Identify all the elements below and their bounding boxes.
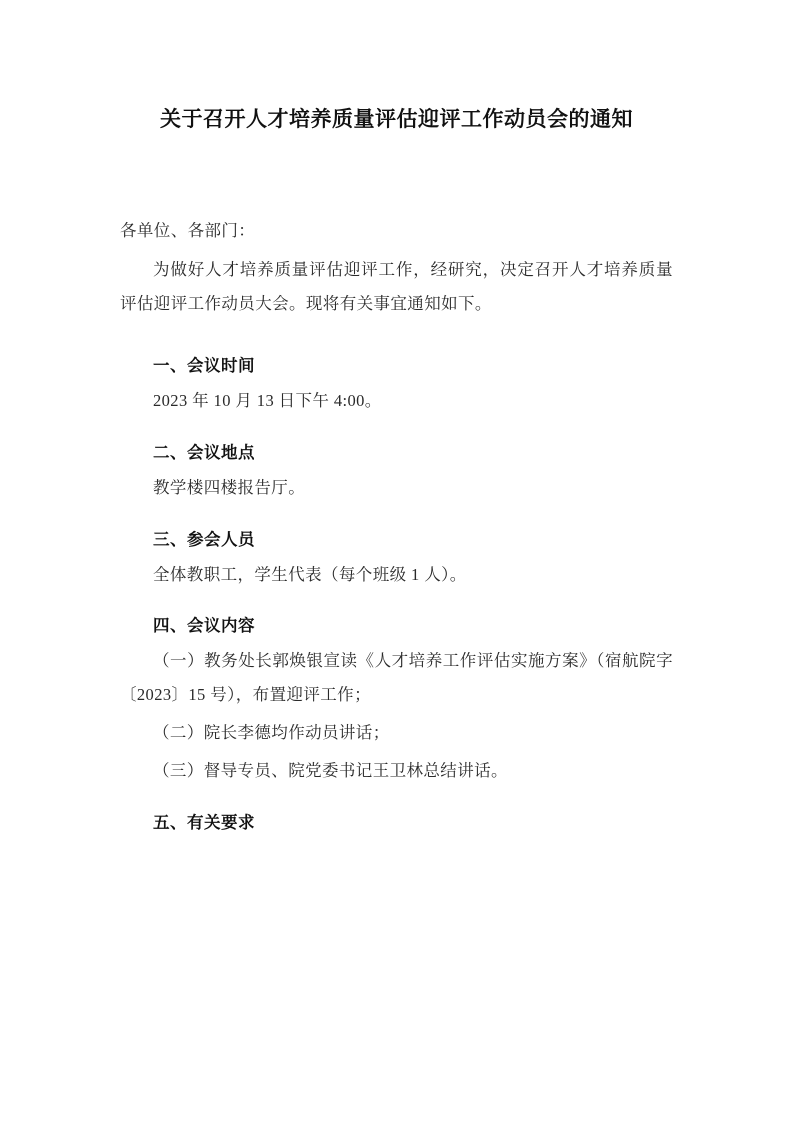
salutation: 各单位、各部门： — [120, 220, 256, 240]
section-2-paragraph-1: 教学楼四楼报告厅。 — [153, 477, 306, 497]
section-4-paragraph-1: （一）教务处长郭焕银宣读《人才培养工作评估实施方案》（宿航院字〔2023〕15 号），布置迎评工作； — [120, 651, 673, 705]
intro-paragraph: 为做好人才培养质量评估迎评工作，经研究，决定召开人才培养质量评估迎评工作动员大会。现将有关事宜通知如下。 — [120, 260, 673, 314]
section-heading-1: 一、会议时间 — [153, 355, 255, 375]
section-1-paragraph-1: 2023 年 10 月 13 日下午 4:00。 — [153, 390, 382, 410]
section-heading-5: 五、有关要求 — [153, 812, 255, 832]
page-title: 关于召开人才培养质量评估迎评工作动员会的通知 — [160, 107, 633, 131]
section-4-paragraph-3: （三）督导专员、院党委书记王卫林总结讲话。 — [153, 760, 508, 780]
section-heading-3: 三、参会人员 — [153, 529, 255, 549]
section-heading-4: 四、会议内容 — [153, 616, 255, 636]
section-heading-2: 二、会议地点 — [153, 442, 255, 462]
spacer — [120, 325, 673, 331]
section-4-paragraph-2: （二）院长李德均作动员讲话； — [153, 723, 390, 742]
document-body — [120, 214, 673, 839]
section-3-paragraph-1: 全体教职工，学生代表（每个班级 1 人）。 — [153, 564, 467, 584]
